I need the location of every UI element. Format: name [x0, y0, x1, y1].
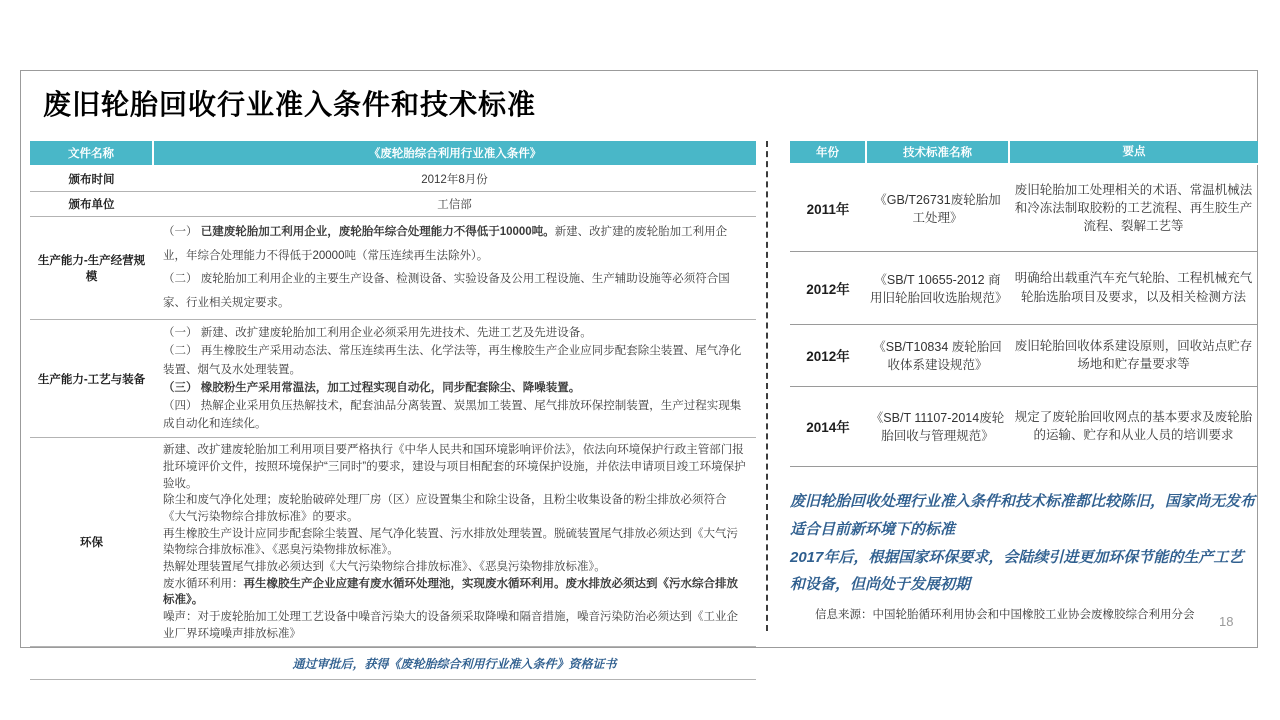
row-content	[153, 438, 756, 647]
paragraph: （二） 再生橡胶生产采用动态法、常压连续再生法、化学法等，再生橡胶生产企业应同步配套除尘装置、尾气净化装置、烟气及水处理装置。	[163, 345, 742, 376]
header-standard-name: 技术标准名称	[866, 141, 1009, 164]
paragraph: （四） 热解企业采用负压热解技术，配套油品分离装置、炭黑加工装置、尾气排放环保控制装置，生产过程实现集成自动化和连续化。	[163, 399, 742, 431]
paragraph: 除尘和废气净化处理；废轮胎破碎处理厂房（区）应设置集尘和除尘设备，且粉尘收集设备的粉尘排放必须符合《大气污染物综合排放标准》的要求。	[163, 494, 727, 523]
row-label: 颁布时间	[30, 166, 153, 192]
paragraph: 废水循环利用：再生橡胶生产企业应建有废水循环处理池，实现废水循环利用。废水排放必须达到《污水综合排放标准》。	[163, 577, 738, 607]
summary-commentary	[790, 488, 1258, 599]
row-value: 2012年8月份	[153, 166, 756, 192]
table-row-craft-equipment	[30, 320, 756, 438]
header-key-points: 要点	[1009, 141, 1258, 164]
cell-key-points: 废旧轮胎加工处理相关的术语、常温机械法和冷冻法制取胶粉的工艺流程、再生胶生产流程、裂解工艺等	[1009, 164, 1258, 251]
paragraph: （二） 废轮胎加工利用企业的主要生产设备、检测设备、实验设备及公用工程设施、生产辅助设施等必须符合国家、行业相关规定要求。	[163, 273, 730, 309]
page-title: 废旧轮胎回收行业准入条件和技术标准	[43, 89, 537, 120]
slide-frame	[20, 70, 1258, 671]
row-content	[153, 217, 756, 320]
table-header-row	[30, 141, 756, 166]
cell-standard-name: 《SB/T 11107-2014废轮胎回收与管理规范》	[866, 386, 1009, 466]
row-label: 颁布单位	[30, 192, 153, 217]
table-row-production-scale	[30, 217, 756, 320]
cell-year: 2012年	[790, 324, 866, 386]
technical-standards-table	[790, 141, 1258, 467]
row-label: 生产能力-工艺与装备	[30, 320, 153, 438]
header-file-name: 文件名称	[30, 141, 153, 166]
entry-conditions-table	[30, 141, 756, 680]
paragraph: 热解处理装置尾气排放必须达到《大气污染物综合排放标准》、《恶臭污染物排放标准》。	[163, 560, 606, 573]
table-row-2012b	[790, 324, 1258, 386]
cell-key-points: 规定了废轮胎回收网点的基本要求及废轮胎的运输、贮存和从业人员的培训要求	[1009, 386, 1258, 466]
table-row-publish-time	[30, 166, 756, 192]
table-row-2011	[790, 164, 1258, 251]
table-row-note	[30, 647, 756, 680]
cell-standard-name: 《SB/T10834 废轮胎回收体系建设规范》	[866, 324, 1009, 386]
row-label: 生产能力-生产经营规模	[30, 217, 153, 320]
row-label: 环保	[30, 438, 153, 647]
info-source: 信息来源：中国轮胎循环利用协会和中国橡胶工业协会废橡胶综合利用分会	[815, 609, 1195, 621]
cell-year: 2012年	[790, 251, 866, 324]
table-row-environment	[30, 438, 756, 647]
table-row-2012a	[790, 251, 1258, 324]
approval-note: 通过审批后，获得《废轮胎综合利用行业准入条件》资格证书	[153, 647, 756, 680]
cell-key-points: 明确给出载重汽车充气轮胎、工程机械充气轮胎选胎项目及要求，以及相关检测方法	[1009, 251, 1258, 324]
paragraph: （一） 已建废轮胎加工利用企业，废轮胎年综合处理能力不得低于10000吨。新建、改扩建的废轮胎加工利用企业，年综合处理能力不得低于20000吨（常压连续再生法除外）。	[163, 226, 728, 262]
summary-line-2: 2017年后，根据国家环保要求，会陆续引进更加环保节能的生产工艺和设备，但尚处于发展初期	[790, 548, 1244, 594]
row-value: 工信部	[153, 192, 756, 217]
paragraph: 新建、改扩建废轮胎加工利用项目要严格执行《中华人民共和国环境影响评价法》，依法向环境保护行政主管部门报批环境评价文件，按照环境保护“三同时”的要求，建设与项目相配套的环境保护设施，并依法申请项目竣工环境保护验收。	[163, 444, 746, 490]
table-header-row	[790, 141, 1258, 164]
cell-year: 2014年	[790, 386, 866, 466]
row-content	[153, 320, 756, 438]
summary-line-1: 废旧轮胎回收处理行业准入条件和技术标准都比较陈旧，国家尚无发布适合目前新环境下的标准	[790, 493, 1256, 538]
table-row-2014	[790, 386, 1258, 466]
paragraph: （一） 新建、改扩建废轮胎加工利用企业必须采用先进技术、先进工艺及先进设备。	[163, 327, 592, 340]
vertical-dashed-divider	[766, 141, 768, 631]
cell-standard-name: 《SB/T 10655-2012 商用旧轮胎回收选胎规范》	[866, 251, 1009, 324]
paragraph: 噪声：对于废轮胎加工处理工艺设备中噪音污染大的设备须采取降噪和隔音措施，噪音污染防治必须达到《工业企业厂界环境噪声排放标准》	[163, 610, 738, 640]
page-number: 18	[1219, 614, 1234, 629]
paragraph: 再生橡胶生产设计应同步配套除尘装置、尾气净化装置、污水排放处理装置。脱硫装置尾气排放必须达到《大气污染物综合排放标准》、《恶臭污染物排放标准》。	[163, 527, 738, 557]
cell-year: 2011年	[790, 164, 866, 251]
header-file-value: 《废轮胎综合利用行业准入条件》	[153, 141, 756, 166]
cell-standard-name: 《GB/T26731废轮胎加工处理》	[866, 164, 1009, 251]
header-year: 年份	[790, 141, 866, 164]
cell-key-points: 废旧轮胎回收体系建设原则，回收站点贮存场地和贮存量要求等	[1009, 324, 1258, 386]
note-spacer	[30, 647, 153, 680]
table-row-publish-unit	[30, 192, 756, 217]
paragraph: （三） 橡胶粉生产采用常温法，加工过程实现自动化，同步配套除尘、降噪装置。	[163, 381, 581, 394]
